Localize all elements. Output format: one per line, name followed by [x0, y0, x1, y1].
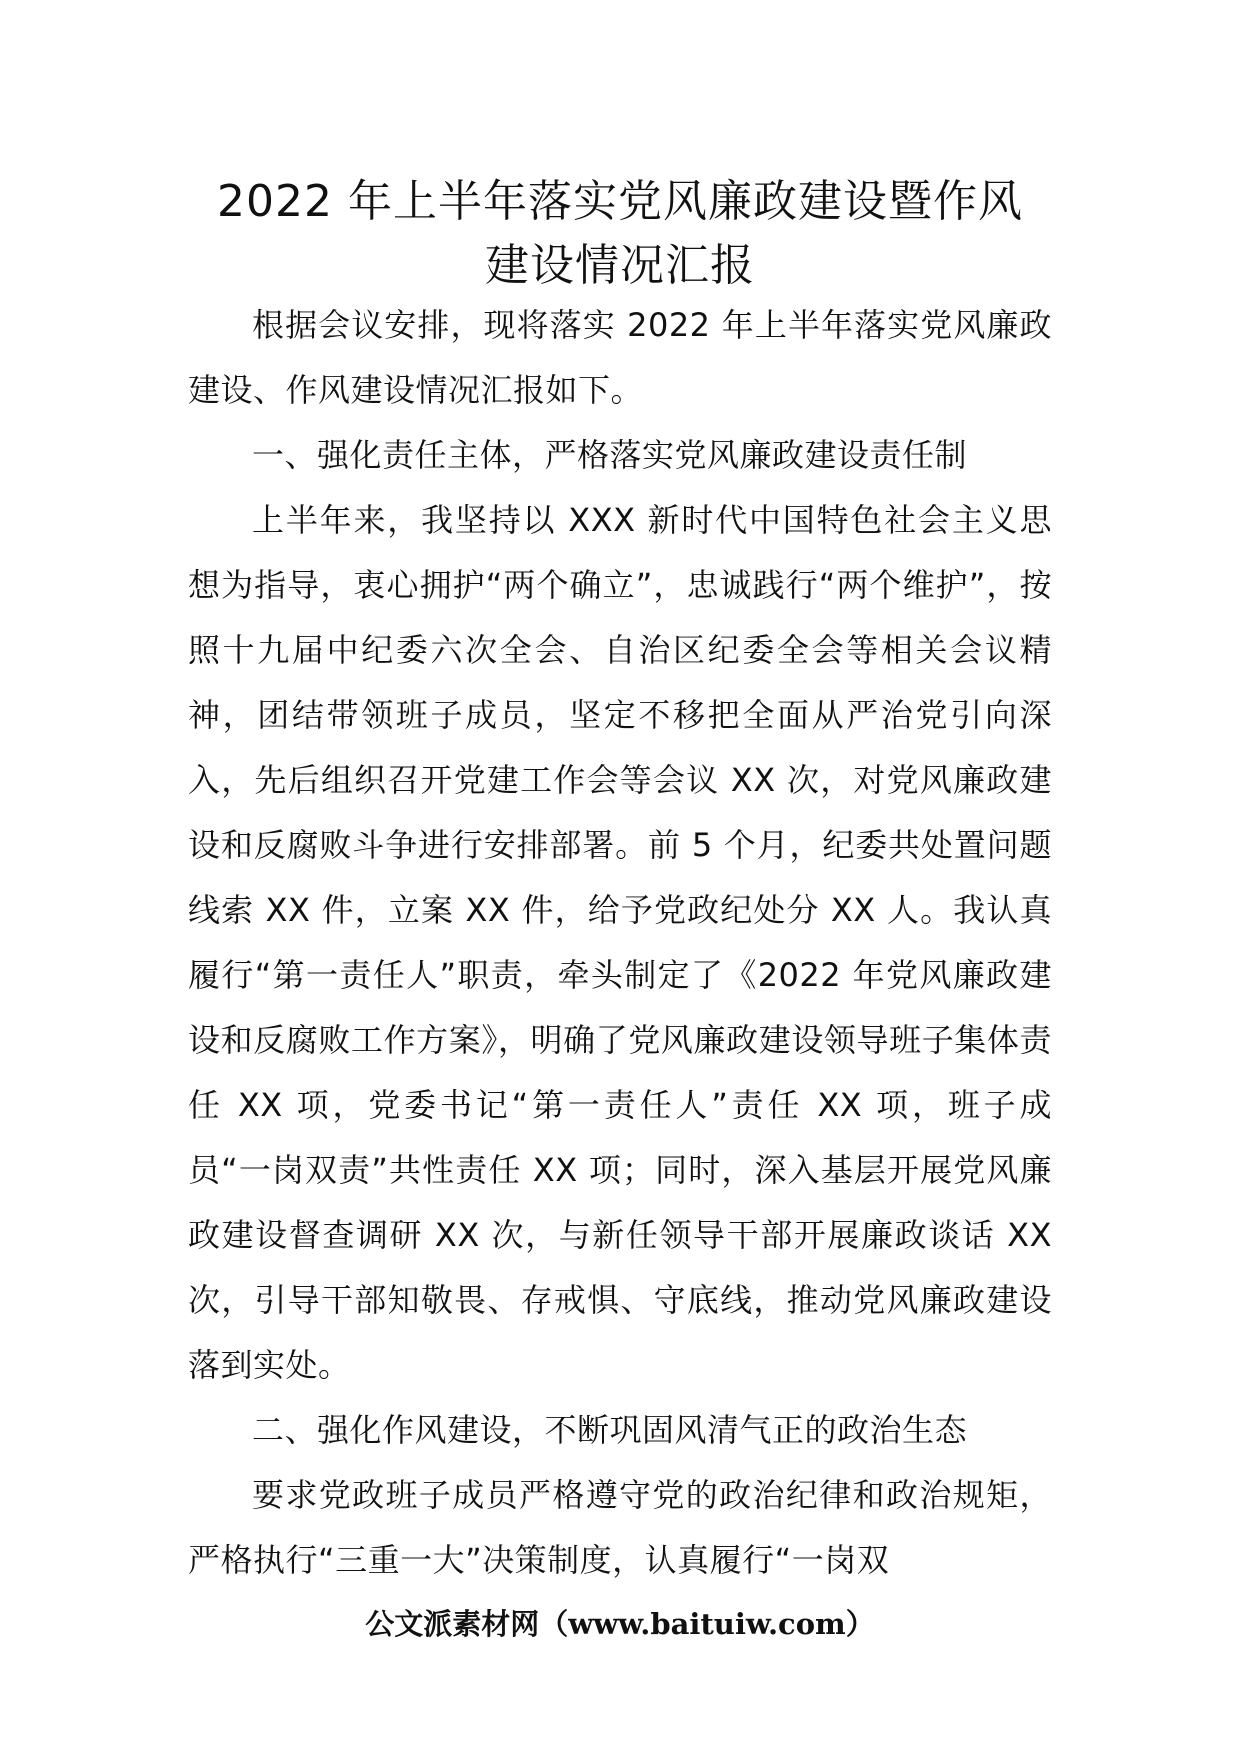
section1-heading: 一、强化责任主体，严格落实党风廉政建设责任制 [252, 436, 968, 474]
intro-paragraph: 根据会议安排，现将落实 2022 年上半年落实党风廉政建设、作风建设情况汇报如下。 [188, 306, 1052, 409]
document-title-line1: 2022 年上半年落实党风廉政建设暨作风 [217, 176, 1023, 227]
section1-paragraph: 上半年来，我坚持以 XXX 新时代中国特色社会主义思想为指导，衷心拥护“两个确立”，忠诚践行“两个维护”，按照十九届中纪委六次全会、自治区纪委全会等相关会议精神，团结带领班子成员，坚定不移把全面从严治党引向深入，先后组织召开党建工作会等会议 XX 次，对党风廉政建设和反腐败斗争进行安排部署。前 5 个月，纪委共处置问题线索 XX 件，立案 XX 件，给予党政纪处分 XX 人。我认真履行“第一责任人”职责，牵头制定了《2022 年党风廉政建设和反腐败工作方案》，明确了党风廉政建设领导班子集体责任 XX 项，党委书记“第一责任人”责任 XX 项，班子成员“一岗双责”共性责任 XX 项；同时，深入基层开展党风廉政建设督查调研 XX 次，与新任领导干部开展廉政谈话 XX 次，引导干部知敬畏、存戒惧、守底线，推动党风廉政建设落到实处。 [188, 501, 1052, 1384]
footer-watermark: 公文派素材网（www.baituiw.com） [365, 1607, 875, 1641]
document-title-line2: 建设情况汇报 [485, 240, 755, 291]
section2-heading: 二、强化作风建设，不断巩固风清气正的政治生态 [252, 1411, 968, 1449]
document-body [188, 293, 1052, 1593]
section2-paragraph: 要求党政班子成员严格遵守党的政治纪律和政治规矩，严格执行“三重一大”决策制度，认真履行“一岗双 [188, 1476, 1052, 1579]
